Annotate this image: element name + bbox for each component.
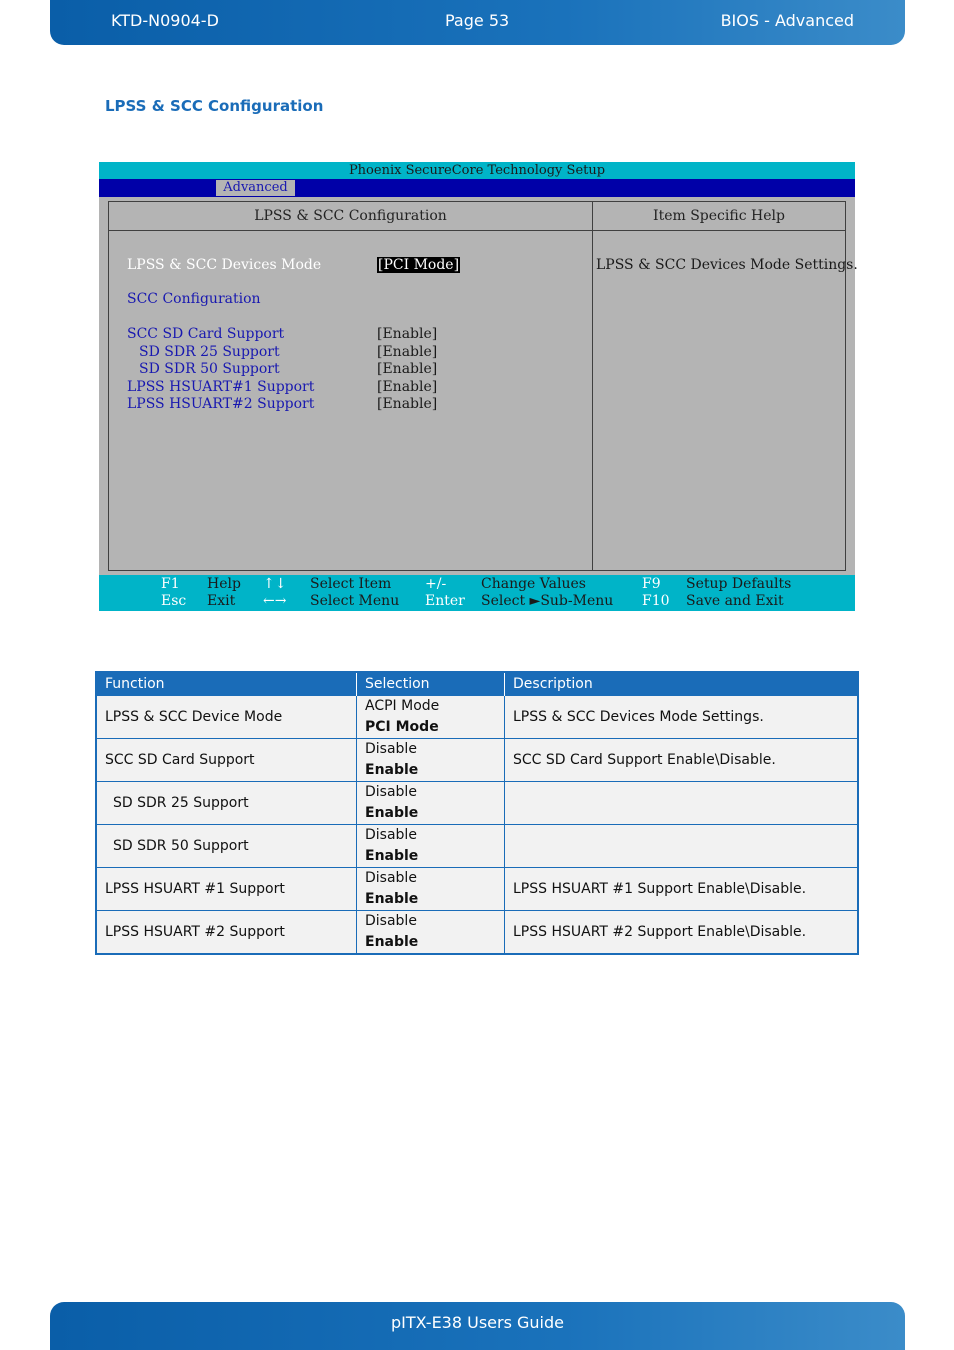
updown-arrows-icon: ↑↓ (263, 576, 287, 592)
page-number: Page 53 (445, 11, 510, 30)
function-cell: SD SDR 25 Support (96, 782, 357, 825)
bios-item-sdr50[interactable]: SD SDR 50 Support (139, 361, 280, 377)
bios-screenshot (99, 162, 858, 611)
footer-title: pITX-E38 Users Guide (390, 1313, 564, 1332)
bios-value-sdr50[interactable]: [Enable] (377, 361, 438, 377)
change-values-label: Change Values (481, 576, 586, 592)
select-menu-label: Select Menu (310, 593, 400, 609)
function-cell: SD SDR 50 Support (96, 825, 357, 868)
description-cell (505, 782, 859, 825)
bios-value-hsuart1[interactable]: [Enable] (377, 379, 438, 395)
selection-cell (357, 868, 505, 911)
description-cell (505, 825, 859, 868)
function-cell: LPSS HSUART #2 Support (96, 911, 357, 955)
key-f10: F10 (642, 593, 670, 609)
function-cell: LPSS HSUART #1 Support (96, 868, 357, 911)
select-submenu-label: Select ►Sub-Menu (481, 593, 614, 609)
column-header-selection: Selection (357, 672, 505, 696)
selection-default: PCI Mode (365, 719, 439, 735)
selection-option: Disable (365, 870, 417, 886)
bios-title: Phoenix SecureCore Technology Setup (99, 162, 855, 179)
panel-divider (109, 230, 845, 231)
bios-panel (108, 201, 858, 571)
selection-default: Enable (365, 848, 419, 864)
selection-default: Enable (365, 934, 419, 950)
section-title: LPSS & SCC Configuration (105, 97, 324, 115)
tab-advanced[interactable]: Advanced (216, 180, 295, 196)
bios-item-devices-mode[interactable]: LPSS & SCC Devices Mode (127, 257, 322, 273)
table-row (96, 782, 858, 825)
bios-item-hsuart2[interactable]: LPSS HSUART#2 Support (127, 396, 315, 412)
selection-cell (357, 782, 505, 825)
selection-cell (357, 911, 505, 955)
bios-value-sdr25[interactable]: [Enable] (377, 344, 438, 360)
selection-default: Enable (365, 762, 419, 778)
column-header-function: Function (96, 672, 357, 696)
selection-option: Disable (365, 741, 417, 757)
select-item-label: Select Item (310, 576, 392, 592)
table-row (96, 696, 858, 739)
table-header-row (96, 672, 858, 696)
selection-default: Enable (365, 805, 419, 821)
function-cell: LPSS & SCC Device Mode (96, 696, 357, 739)
table-row (96, 739, 858, 782)
bios-value-hsuart2[interactable]: [Enable] (377, 396, 438, 412)
setup-defaults-label: Setup Defaults (686, 576, 792, 592)
selection-option: Disable (365, 827, 417, 843)
key-f1: F1 (161, 576, 180, 592)
description-cell: LPSS HSUART #2 Support Enable\Disable. (505, 911, 859, 955)
panel-title: LPSS & SCC Configuration (254, 208, 447, 224)
panel-divider (592, 202, 593, 570)
bios-menu-bar (99, 179, 855, 197)
table-row (96, 911, 858, 955)
selection-default: Enable (365, 891, 419, 907)
bios-key-legend (99, 575, 855, 611)
selection-option: Disable (365, 913, 417, 929)
bios-item-scc-configuration[interactable]: SCC Configuration (127, 291, 261, 307)
selection-cell (357, 739, 505, 782)
selection-option: Disable (365, 784, 417, 800)
save-exit-label: Save and Exit (686, 593, 784, 609)
description-cell: SCC SD Card Support Enable\Disable. (505, 739, 859, 782)
function-cell: SCC SD Card Support (96, 739, 357, 782)
key-esc: Esc (161, 593, 187, 609)
leftright-arrows-icon: ←→ (263, 593, 287, 609)
bios-item-scc-sd-card[interactable]: SCC SD Card Support (127, 326, 285, 342)
bios-item-sdr25[interactable]: SD SDR 25 Support (139, 344, 280, 360)
help-text: LPSS & SCC Devices Mode Settings. (596, 257, 858, 273)
description-cell: LPSS HSUART #1 Support Enable\Disable. (505, 868, 859, 911)
bios-value-scc-sd-card[interactable]: [Enable] (377, 326, 438, 342)
exit-label: Exit (207, 593, 236, 609)
selection-option: ACPI Mode (365, 698, 440, 714)
bios-item-hsuart1[interactable]: LPSS HSUART#1 Support (127, 379, 315, 395)
selection-cell (357, 825, 505, 868)
table-row (96, 825, 858, 868)
key-f1-label: Help (207, 576, 241, 592)
key-enter: Enter (425, 593, 465, 609)
function-table (95, 671, 859, 955)
page-header (50, 0, 905, 45)
doc-id: KTD-N0904-D (111, 11, 219, 30)
column-header-description: Description (505, 672, 859, 696)
selection-cell (357, 696, 505, 739)
description-cell: LPSS & SCC Devices Mode Settings. (505, 696, 859, 739)
page-footer (50, 1302, 905, 1350)
help-title: Item Specific Help (653, 208, 785, 224)
bios-value-devices-mode[interactable]: [PCI Mode] (378, 257, 460, 273)
table-row (96, 868, 858, 911)
key-plusminus: +/- (425, 576, 447, 592)
key-f9: F9 (642, 576, 661, 592)
section-name: BIOS - Advanced (720, 11, 854, 30)
